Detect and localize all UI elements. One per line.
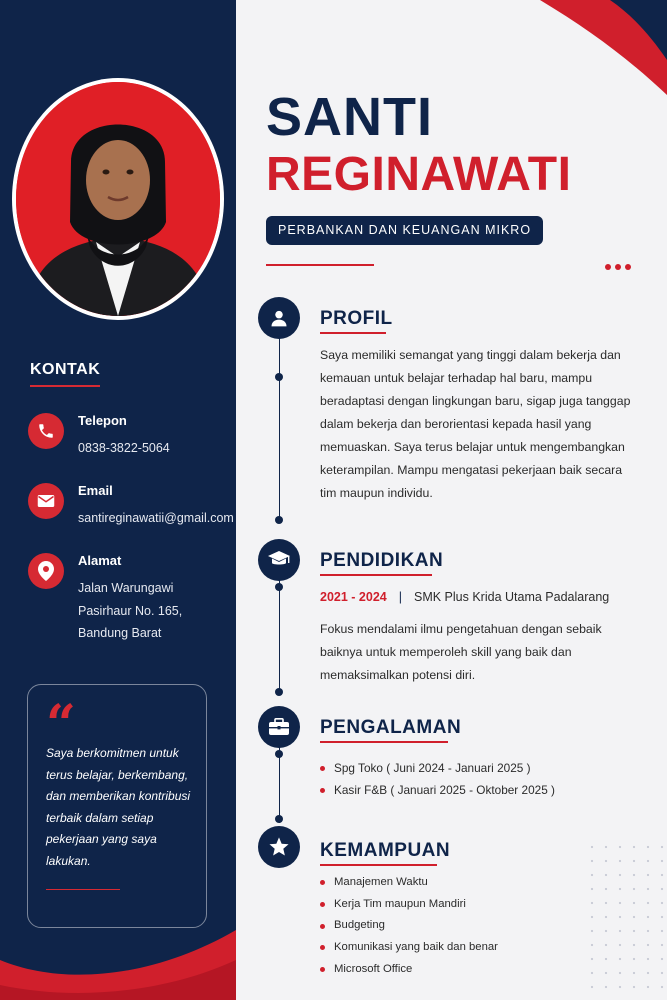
profil-line: Saya memiliki semangat yang tinggi dalam bekerja dan bbox=[320, 348, 621, 362]
role-badge: PERBANKAN DAN KEUANGAN MIKRO bbox=[266, 216, 543, 245]
pendidikan-line: Fokus mendalami ilmu pengetahuan dengan sebaik bbox=[320, 622, 602, 636]
section-title-pengalaman: PENGALAMAN bbox=[320, 717, 462, 738]
telepon-value[interactable]: 0838-3822-5064 bbox=[78, 441, 170, 455]
section-underline bbox=[320, 574, 432, 576]
name-last: REGINAWATI bbox=[266, 148, 572, 201]
list-item: Komunikasi yang baik dan benar bbox=[320, 937, 498, 959]
alamat-label: Alamat bbox=[78, 553, 122, 568]
section-underline bbox=[320, 741, 448, 743]
list-item: Microsoft Office bbox=[320, 959, 498, 981]
kontak-title: KONTAK bbox=[30, 361, 101, 378]
alamat-line: Pasirhaur No. 165, bbox=[78, 603, 183, 618]
quote-line: lakukan. bbox=[46, 853, 91, 868]
profil-line: dalam bekerja dan berorientasi kepada hasil yang bbox=[320, 417, 592, 431]
profil-line: kemauan untuk belajar terhadap hal baru, mampu bbox=[320, 371, 593, 385]
list-item: Spg Toko ( Juni 2024 - Januari 2025 ) bbox=[320, 757, 555, 779]
section-underline bbox=[320, 864, 437, 866]
sidebar bbox=[0, 0, 236, 1000]
star-icon bbox=[258, 826, 300, 868]
list-item: Kasir F&B ( Januari 2025 - Oktober 2025 ) bbox=[320, 779, 555, 801]
quote-line: dan memberikan kontribusi bbox=[46, 789, 191, 803]
list-item: Kerja Tim maupun Mandiri bbox=[320, 894, 498, 916]
timeline-segment bbox=[279, 338, 280, 523]
kontak-underline bbox=[30, 385, 100, 387]
alamat-value bbox=[78, 577, 236, 645]
quote-line: pekerjaan yang saya bbox=[46, 832, 157, 846]
pendidikan-text bbox=[320, 618, 602, 687]
email-icon bbox=[28, 483, 64, 519]
graduation-cap-icon bbox=[258, 539, 300, 581]
profile-photo bbox=[16, 82, 220, 316]
education-year: 2021 - 2024 bbox=[320, 590, 387, 604]
quote-text bbox=[46, 743, 198, 872]
section-title-pendidikan: PENDIDIKAN bbox=[320, 550, 444, 571]
timeline-dot bbox=[275, 583, 283, 591]
list-item: Budgeting bbox=[320, 915, 498, 937]
timeline-dot bbox=[275, 815, 283, 823]
section-title-profil: PROFIL bbox=[320, 308, 393, 329]
briefcase-icon bbox=[258, 706, 300, 748]
kemampuan-list bbox=[320, 872, 498, 981]
quote-box bbox=[27, 684, 207, 928]
profil-line: beradaptasi dengan lingkungan baru, sigap juga tanggap bbox=[320, 394, 631, 408]
quote-line: Saya berkomitmen untuk bbox=[46, 746, 179, 760]
quote-underline bbox=[46, 889, 120, 890]
profil-line: memuaskan. Saya terus belajar untuk mengembangkan bbox=[320, 440, 625, 454]
section-title-kemampuan: KEMAMPUAN bbox=[320, 840, 451, 861]
education-row bbox=[320, 590, 609, 604]
alamat-line: Jalan Warungawi bbox=[78, 581, 174, 595]
decorative-dots bbox=[605, 264, 631, 270]
pendidikan-line: baiknya untuk memperoleh skill yang baik dan bbox=[320, 645, 572, 659]
timeline-dot bbox=[275, 516, 283, 524]
section-underline bbox=[320, 332, 386, 334]
email-value[interactable]: santireginawatii@gmail.com bbox=[78, 511, 234, 525]
list-item: Manajemen Waktu bbox=[320, 872, 498, 894]
phone-icon bbox=[28, 413, 64, 449]
location-icon bbox=[28, 553, 64, 589]
alamat-line: Bandung Barat bbox=[78, 626, 162, 640]
telepon-label: Telepon bbox=[78, 413, 127, 428]
user-icon bbox=[258, 297, 300, 339]
education-separator: | bbox=[398, 590, 402, 604]
email-label: Email bbox=[78, 483, 113, 498]
quote-line: terbaik dalam setiap bbox=[46, 810, 154, 825]
profil-line: keterampilan. Mampu mengatasi pekerjaan baik secara bbox=[320, 463, 623, 477]
timeline-dot bbox=[275, 750, 283, 758]
timeline-segment bbox=[279, 578, 280, 694]
name-first: SANTI bbox=[266, 87, 433, 147]
pendidikan-line: memaksimalkan potensi diri. bbox=[320, 668, 476, 682]
header-underline bbox=[266, 264, 374, 266]
profil-line: tim maupun individu. bbox=[320, 486, 433, 500]
dot-grid-decoration bbox=[585, 840, 665, 990]
quote-mark-icon: “ bbox=[46, 694, 76, 755]
profil-text bbox=[320, 344, 630, 505]
education-school: SMK Plus Krida Utama Padalarang bbox=[413, 590, 610, 604]
person-portrait-icon bbox=[16, 82, 220, 316]
quote-line: terus belajar, berkembang, bbox=[46, 767, 189, 782]
timeline-dot bbox=[275, 373, 283, 381]
timeline-dot bbox=[275, 688, 283, 696]
pengalaman-list bbox=[320, 757, 555, 801]
